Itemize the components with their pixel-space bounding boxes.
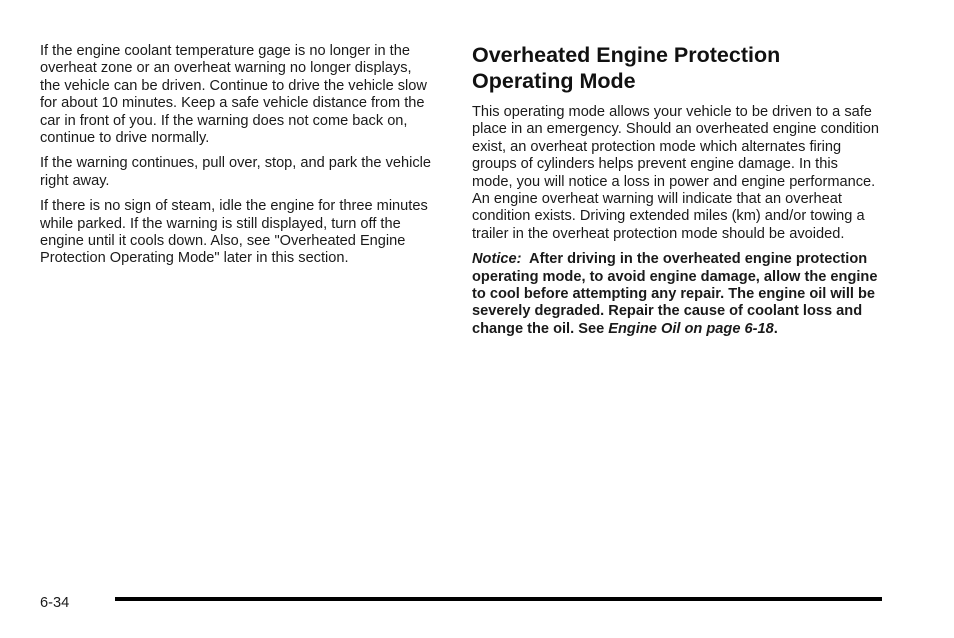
cross-reference-link[interactable]: Engine Oil on page 6-18	[608, 320, 774, 337]
left-column	[40, 43, 432, 276]
notice-end: .	[773, 320, 778, 337]
notice-paragraph	[472, 251, 880, 338]
section-heading: Overheated Engine Protection Operating Mode	[472, 43, 781, 93]
paragraph-no-steam: If there is no sign of steam, idle the engine for three minutes while parked. If the warning is still displayed, turn off the engine until it cools down. Also, see "Overheated Engine Protection Operating Mode" later in this section.	[40, 198, 428, 267]
paragraph-operating-mode: This operating mode allows your vehicle to be driven to a safe place in an emergency. Should an overheated engine condition exist, an overheat protection mode which alternates firing groups of cylinders helps prevent engine damage. In this mode, you will notice a loss in power and engine performance. An engine overheat warning will indicate that an overheat condition exists. Driving extended miles (km) and/or towing a trailer in the overheat protection mode should be avoided.	[472, 104, 880, 242]
notice-text: After driving in the overheated engine protection operating mode, to avoid engine damage, allow the engine to cool before attempting any repair. The engine oil will be severely degraded. Repair the cause of coolant loss and change the oil. See	[472, 251, 878, 337]
notice-label: Notice:	[472, 251, 522, 268]
page-number: 6-34	[40, 595, 70, 611]
paragraph-gage-normal: If the engine coolant temperature gage is no longer in the overheat zone or an overheat warning no longer displays, the vehicle can be driven. Continue to drive the vehicle slow for about 10 minutes. Keep a safe vehicle distance from the car in front of you. If the warning does not come back on, continue to drive normally.	[40, 43, 427, 147]
paragraph-warning-continues: If the warning continues, pull over, stop, and park the vehicle right away.	[40, 155, 432, 189]
right-column	[472, 43, 880, 346]
footer-rule	[115, 597, 882, 601]
